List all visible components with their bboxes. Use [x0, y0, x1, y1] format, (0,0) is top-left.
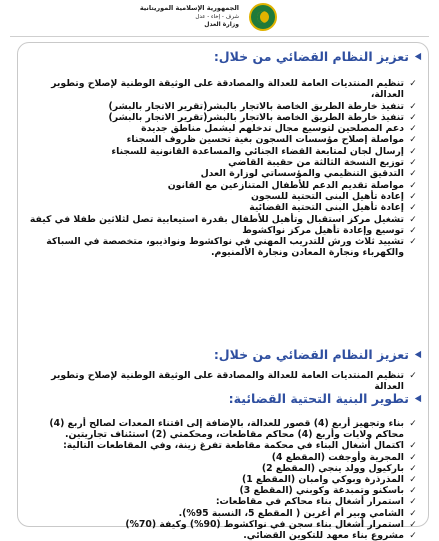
header-divider	[10, 36, 429, 37]
check-icon: ✓	[409, 101, 417, 112]
section-judicial-system-2	[24, 347, 422, 393]
list-item: ✓ توزيع النسخة الثالثة من حقيبة القاضي	[228, 157, 417, 169]
check-icon: ✓	[409, 463, 417, 474]
list-item: ✓ دعم المصلحين لتوسيع مجال تدخلهم ليشمل مناطق جديدة	[141, 123, 417, 135]
check-icon: ✓	[409, 112, 417, 123]
list-item: ✓ مشروع بناء معهد للتكوين القضائي.	[243, 530, 417, 541]
header-text	[140, 4, 239, 30]
list-item: ✓ توسيع وإعادة تأهيل مركز نواكشوط	[242, 224, 417, 236]
section-judicial-system	[24, 49, 422, 259]
section-infrastructure	[24, 391, 422, 541]
check-icon: ✓	[409, 135, 417, 146]
list-item: ✓ باركيول وولد ينجي (المقطع 2)	[261, 462, 417, 474]
list-item: ✓ المجرية وأوجفت (المقطع 4)	[271, 451, 417, 463]
list-item: ✓ التدقيق التنظيمي والمؤسساتي لوزارة العدل	[200, 168, 417, 180]
mauritania-seal-icon	[249, 3, 277, 31]
check-icon: ✓	[409, 180, 417, 191]
list-item: ✓ المذرذرة وبوكي وامبان (المقطع 1)	[241, 474, 417, 486]
check-icon: ✓	[409, 497, 417, 508]
check-icon: ✓	[409, 371, 417, 381]
section-title-text: تعزيز النظام القضائي من خلال:	[213, 49, 409, 64]
check-icon: ✓	[409, 214, 417, 225]
check-icon: ✓	[409, 203, 417, 214]
page-header	[0, 0, 439, 40]
content-frame	[17, 42, 429, 541]
section-title	[24, 347, 422, 362]
list-item: ✓ إعادة تأهيل البنى التحتية القضائية	[249, 202, 417, 214]
header-ministry: وزارة العدل	[204, 21, 239, 28]
list-item: ✓ باسكنو وتمبدغة وكوبني (المقطع 3)	[239, 485, 417, 497]
list-item: ✓ تنظيم المنتديات العامة للعدالة والمصادقة على الوثيقة الوطنية لإصلاح وتطوير العدالة	[51, 370, 417, 393]
list-item: ✓ بناء وتجهيز أربع (4) قصور للعدالة، بالإضافة إلى اقتناء المعدات لصالح أربع (4) محاكم ولايات وأربع (4) محاكم مقاطعات، ومحكمتي (2) استئناف تجاريتين.	[49, 418, 417, 441]
section-title-text: تعزيز النظام القضائي من خلال:	[213, 347, 409, 362]
list-item: ✓ مواصلة إصلاح مؤسسات السجون بغية تحسين ظروف السجناء	[126, 134, 417, 146]
list-item: ✓ إعادة تأهيل البنى التحتية للسجون	[250, 190, 417, 202]
check-icon: ✓	[409, 519, 417, 530]
check-icon: ✓	[409, 124, 417, 135]
check-icon: ✓	[409, 146, 417, 157]
check-icon: ✓	[409, 169, 417, 180]
list-item: ✓ تشييد ثلاث ورش للتدريب المهني في نواكشوط ونواذيبو، متخصصة في السباكة والكهرباء ونجارة المعادن ونجارة الألمنيوم.	[46, 236, 417, 259]
list-item: ✓ إرسال لجان لمتابعة القضاء الجنائي والمساعدة القانونية للسجناء	[111, 145, 417, 157]
check-icon: ✓	[409, 531, 417, 541]
list-item: ✓ تنفيذ خارطة الطريق الخاصة بالاتجار بالبشر(تقرير الاتجار بالبشر)	[108, 100, 417, 112]
arrow-bullet-icon	[413, 52, 422, 61]
check-icon: ✓	[409, 452, 417, 463]
section-title	[24, 49, 422, 64]
check-icon: ✓	[409, 441, 417, 452]
list-item: ✓ استمرار أشغال بناء سجن في نواكشوط (90%) وكيفة (70%)	[125, 518, 417, 530]
section-title	[24, 391, 422, 406]
check-icon: ✓	[409, 237, 417, 248]
section3-list	[24, 418, 422, 541]
list-item: ✓ مواصلة تقديم الدعم للأطفال المتنازعين مع القانون	[167, 179, 417, 191]
check-icon: ✓	[409, 225, 417, 236]
check-icon: ✓	[409, 191, 417, 202]
check-icon: ✓	[409, 79, 417, 89]
list-item: ✓ تنفيذ خارطة الطريق الخاصة بالاتجار بالبشر(تقرير الاتجار بالبشر)	[108, 111, 417, 123]
header-country: الجمهورية الإسلامية الموريتانية	[139, 4, 239, 12]
check-icon: ✓	[409, 419, 417, 429]
list-item: ✓ استمرار أشغال بناء محاكم في مقاطعات:	[215, 496, 417, 508]
list-item: ✓ اكتمال أشغال البناء في محكمة مقاطعة تفرغ زينة، وفي المقاطعات التالية:	[63, 440, 417, 452]
arrow-bullet-icon	[413, 350, 422, 359]
section2-list	[24, 370, 422, 393]
check-icon: ✓	[409, 486, 417, 497]
section-title-text: تطوير البنية التحتية القضائية:	[228, 391, 409, 406]
section1-list	[24, 78, 422, 259]
check-icon: ✓	[409, 158, 417, 169]
check-icon: ✓	[409, 475, 417, 486]
header-motto: شرف - إخاء - عدل	[195, 13, 239, 20]
list-item: ✓ تنظيم المنتديات العامة للعدالة والمصادقة على الوثيقة الوطنية لإصلاح وتطوير العدالة،	[51, 78, 417, 101]
arrow-bullet-icon	[413, 394, 422, 403]
list-item: ✓ تشغيل مركز استقبال وتأهيل للأطفال بقدرة استيعابية تصل لثلاثين طفلا في كيفة	[29, 213, 417, 225]
list-item: ✓ الشامي وبير أم أغرين ( المقطع 5، النسبة 95%).	[178, 507, 417, 519]
check-icon: ✓	[409, 508, 417, 519]
